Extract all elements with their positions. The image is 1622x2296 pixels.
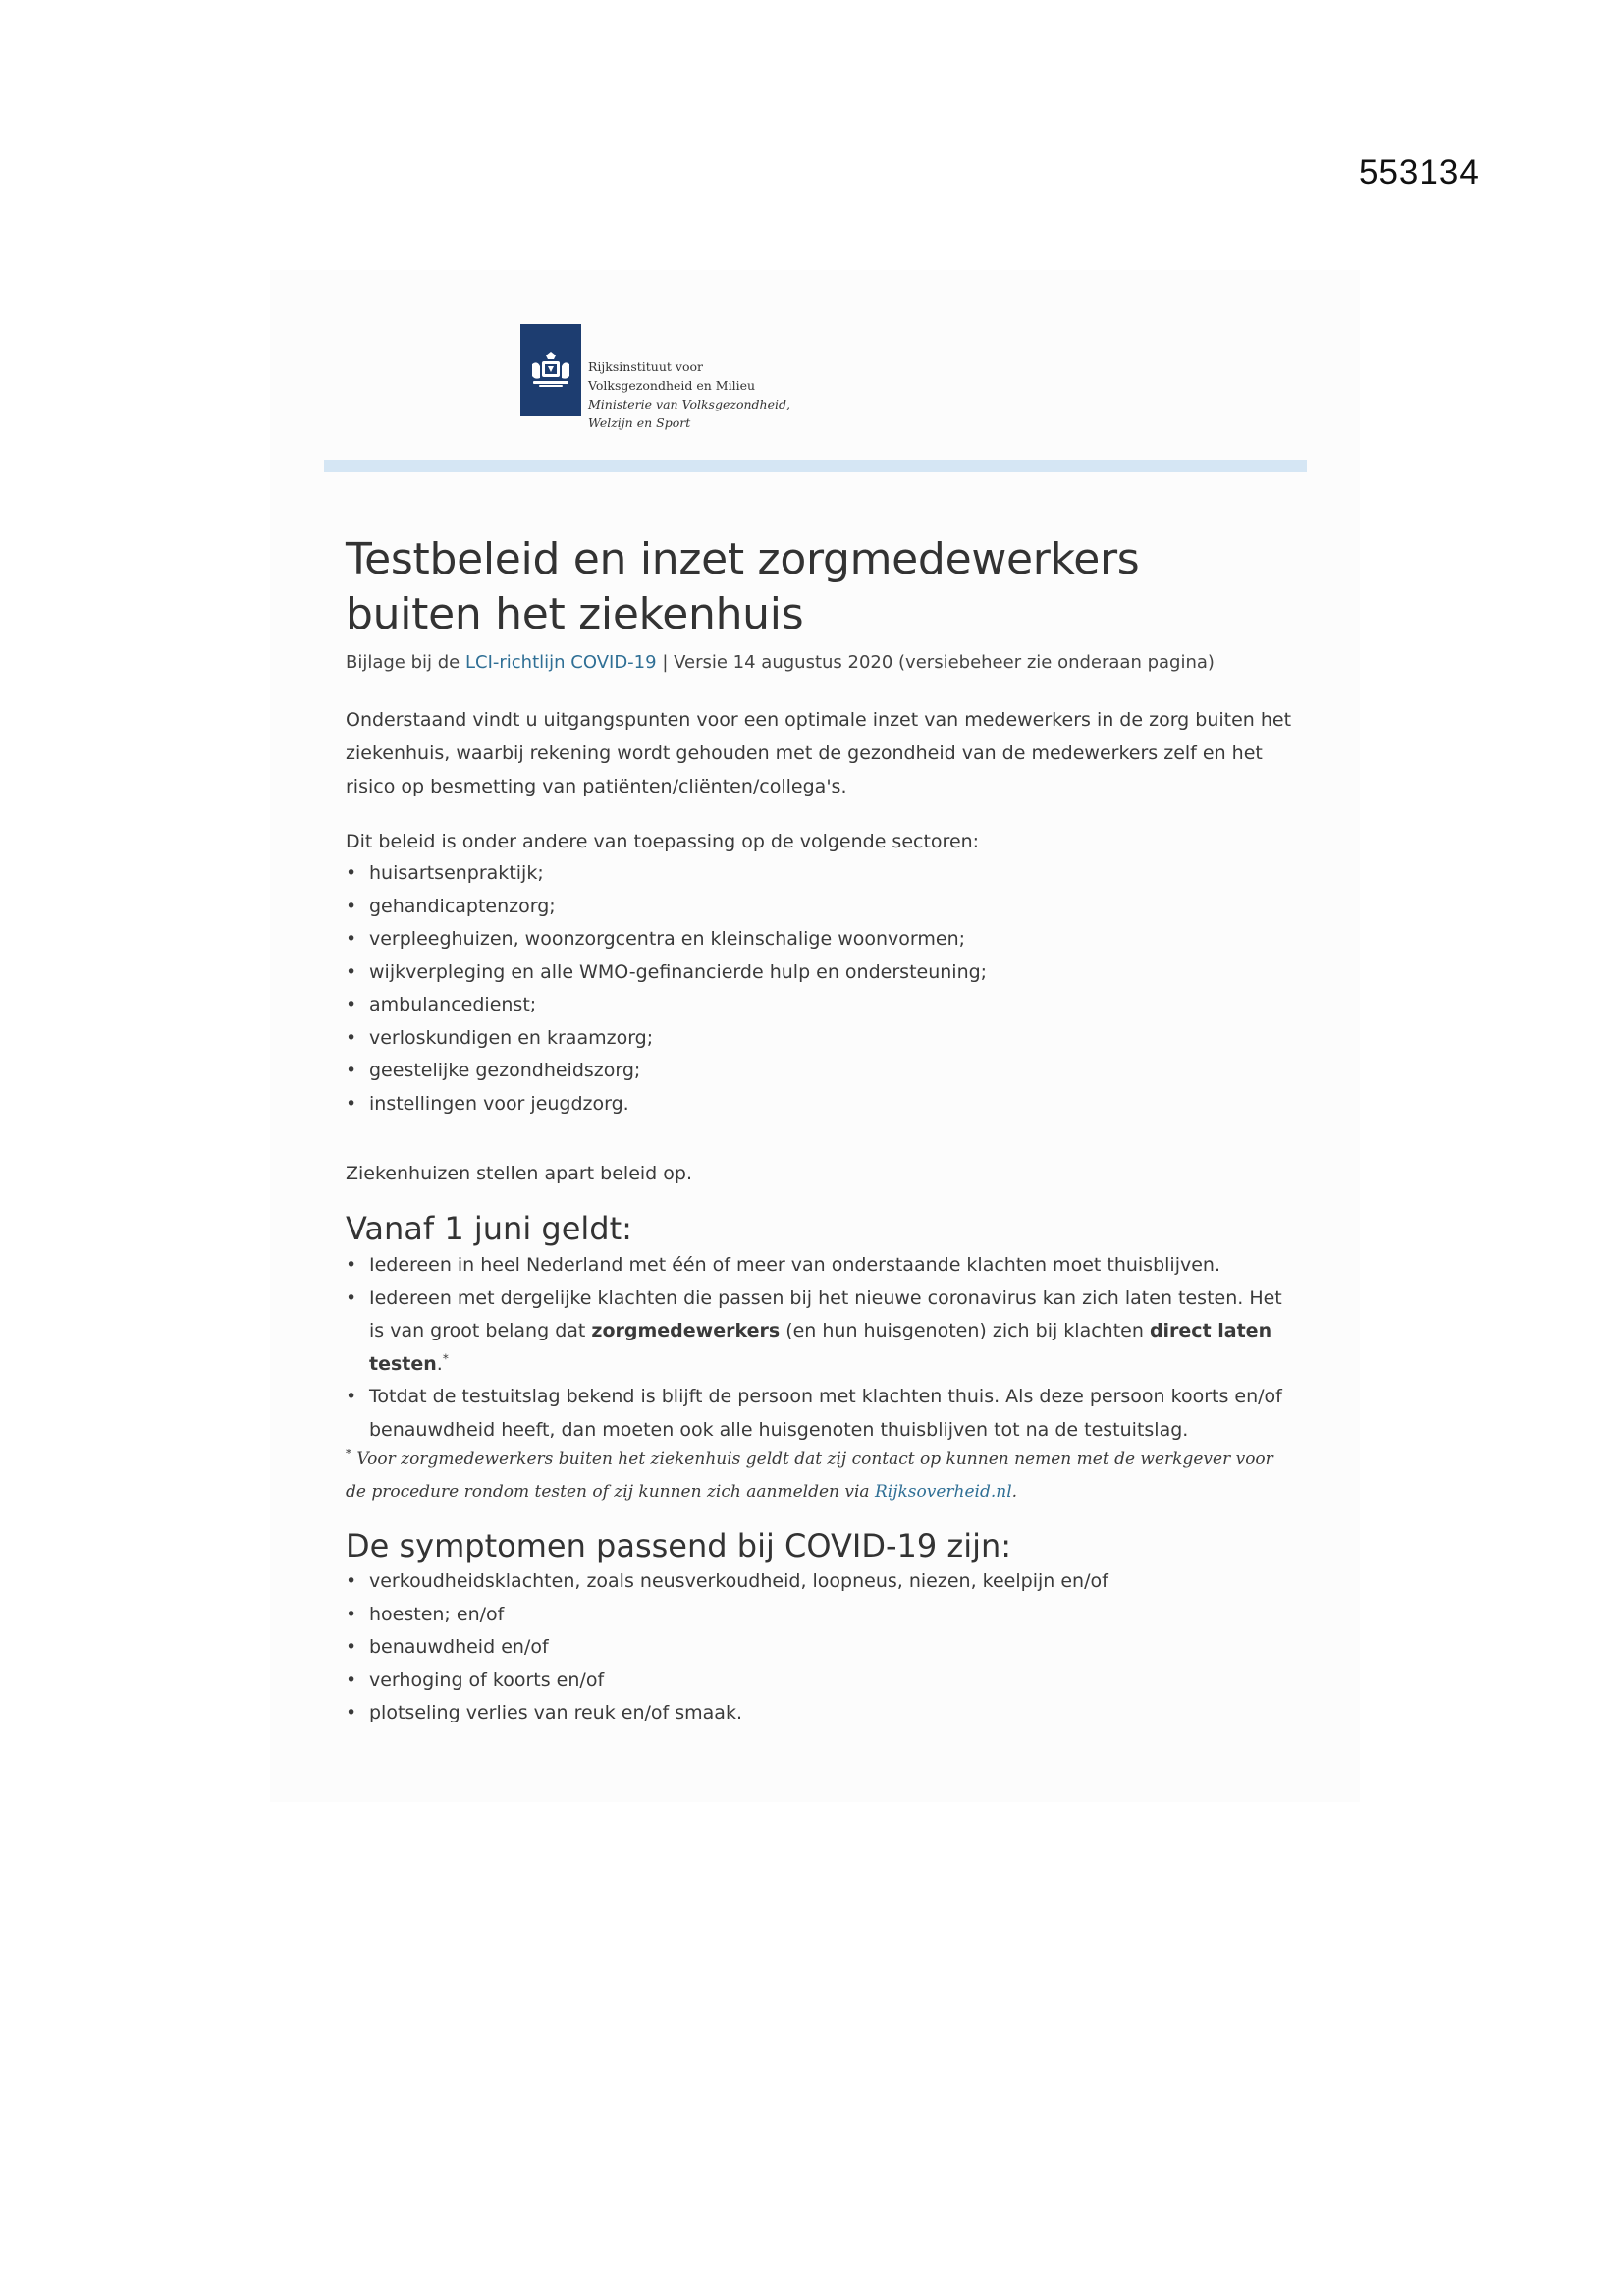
footnote-text: Voor zorgmedewerkers buiten het ziekenhuis geldt dat zij contact op kunnen nemen met de werkgever voor de procedure rondom testen of zij kunnen zich aanmelden via — [346, 1449, 1273, 1502]
list-item — [346, 1249, 1288, 1283]
sectors-intro: Dit beleid is onder andere van toepassing op de volgende sectoren: — [346, 831, 980, 852]
list-item: • hoesten; en/of — [346, 1599, 1108, 1632]
symptoms-heading: De symptomen passend bij COVID-19 zijn: — [346, 1527, 1012, 1564]
list-item: • verpleeghuizen, woonzorgcentra en kleinschalige woonvormen; — [346, 923, 987, 957]
june-heading: Vanaf 1 juni geldt: — [346, 1210, 632, 1247]
list-item: • verhoging of koorts en/of — [346, 1665, 1108, 1698]
list-item: • ambulancedienst; — [346, 989, 987, 1022]
subtitle — [346, 652, 1215, 673]
list-item — [346, 1283, 1288, 1382]
header-ribbon — [324, 460, 1307, 472]
subtitle-suffix: | Versie 14 augustus 2020 (versiebeheer zie onderaan pagina) — [656, 652, 1215, 673]
list-item: • instellingen voor jeugdzorg. — [346, 1088, 987, 1121]
footnote-marker: * — [442, 1351, 449, 1366]
logo-line-2: Volksgezondheid en Milieu — [588, 378, 756, 393]
rule-1: Iedereen in heel Nederland met één of meer van onderstaande klachten moet thuisblijven. — [369, 1254, 1220, 1276]
hospitals-note: Ziekenhuizen stellen apart beleid op. — [346, 1163, 692, 1184]
rule-2-bold-test: direct laten testen — [369, 1320, 1272, 1375]
logo-line-1: Rijksinstituut voor — [588, 359, 703, 374]
list-item: • geestelijke gezondheidszorg; — [346, 1055, 987, 1088]
intro-paragraph: Onderstaand vindt u uitgangspunten voor een optimale inzet van medewerkers in de zorg buiten het ziekenhuis, waarbij rekening wordt gehouden met de gezondheid van de medewerkers zelf en het risico op besmetting van patiënten/cliënten/collega's. — [346, 709, 1292, 797]
guideline-link[interactable]: LCI-richtlijn COVID-19 — [464, 652, 657, 673]
list-item: • verloskundigen en kraamzorg; — [346, 1022, 987, 1056]
rule-3: Totdat de testuitslag bekend is blijft de persoon met klachten thuis. Als deze persoon koorts en/of benauwdheid heeft, dan moeten ook alle huisgenoten thuisblijven tot na de testuitslag. — [369, 1386, 1282, 1441]
rule-2-part-a: Iedereen met dergelijke klachten die passen bij het nieuwe coronavirus kan zich laten testen. Het is van groot belang dat — [369, 1286, 1282, 1341]
june-rules-list — [346, 1249, 1288, 1447]
page-title: Testbeleid en inzet zorgmedewerkers buiten het ziekenhuis — [346, 534, 1140, 639]
footnote — [346, 1444, 1288, 1508]
list-item: • huisartsenpraktijk; — [346, 857, 987, 891]
subtitle-prefix: Bijlage bij de — [346, 652, 465, 673]
list-item: • wijkverpleging en alle WMO-gefinancierde hulp en ondersteuning; — [346, 957, 987, 990]
list-item: • verkoudheidsklachten, zoals neusverkoudheid, loopneus, niezen, keelpijn en/of — [346, 1565, 1108, 1599]
rule-2-part-b: (en hun huisgenoten) zich bij klachten — [780, 1320, 1150, 1341]
rule-2-bold-care-workers: zorgmedewerkers — [591, 1320, 781, 1341]
footnote-end: . — [1011, 1482, 1018, 1502]
crest-icon — [520, 324, 581, 416]
rivm-logo — [520, 324, 790, 432]
rule-2-part-c: . — [436, 1352, 443, 1375]
logo-line-3: Ministerie van Volksgezondheid, — [588, 397, 790, 411]
rijksoverheid-link[interactable]: Rijksoverheid.nl — [874, 1482, 1012, 1502]
logo-line-4: Welzijn en Sport — [588, 415, 691, 430]
document-number: 553134 — [1359, 153, 1480, 191]
footnote-mark: * — [346, 1447, 351, 1461]
list-item — [346, 1381, 1288, 1447]
logo-text — [588, 357, 790, 432]
list-item: • gehandicaptenzorg; — [346, 891, 987, 924]
list-item: • benauwdheid en/of — [346, 1631, 1108, 1665]
symptoms-list — [346, 1565, 1108, 1730]
list-item: • plotseling verlies van reuk en/of smaak. — [346, 1697, 1108, 1730]
sectors-list — [346, 857, 987, 1121]
